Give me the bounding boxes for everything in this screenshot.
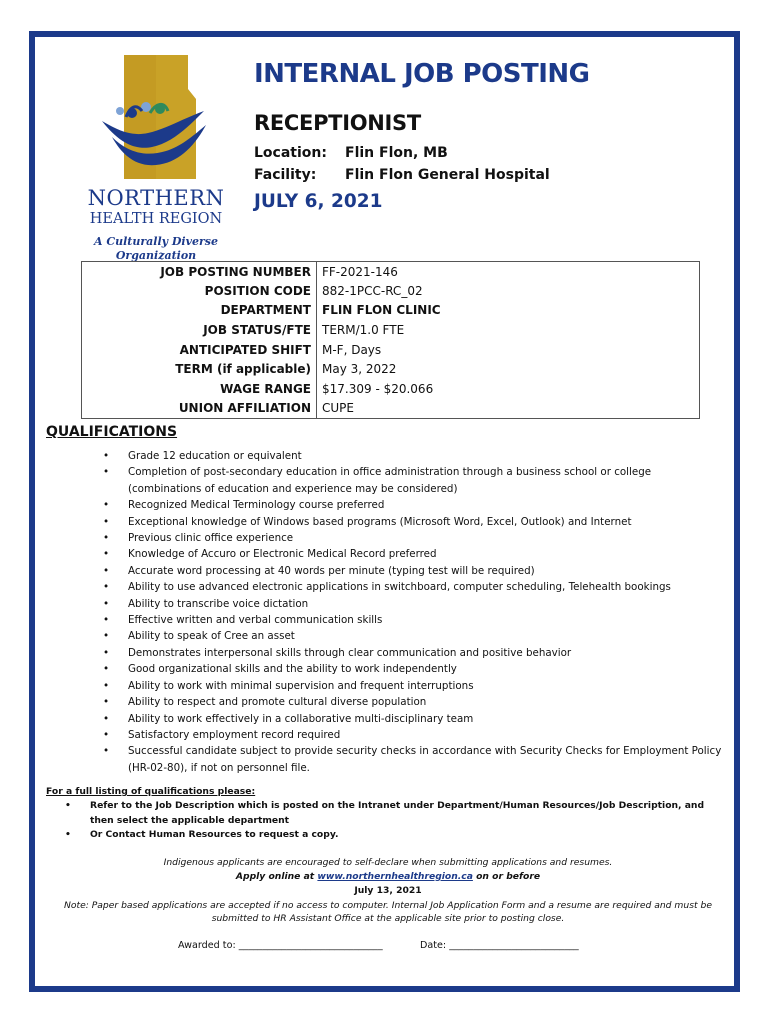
list-item: • Ability to speak of Cree an asset [103,628,723,644]
row-label: JOB STATUS/FTE [82,320,317,340]
apply-suffix: on or before [472,871,541,882]
facility-value: Flin Flon General Hospital [345,167,550,183]
page-title: INTERNAL JOB POSTING [254,59,590,89]
job-info-table [81,261,700,419]
list-item: • Ability to use advanced electronic applications in switchboard, computer scheduling, Telehealth bookings [103,579,723,595]
table-row [82,399,700,419]
row-value: $17.309 - $20.066 [322,381,434,396]
document-frame [29,31,740,992]
org-logo [76,51,236,261]
org-tagline-line1: A Culturally Diverse [94,235,218,248]
location-value: Flin Flon, MB [345,145,448,161]
row-label: DEPARTMENT [82,301,317,321]
list-item: • Completion of post-secondary education in office administration through a business school or college (combinations of education and experience may be considered) [103,464,723,497]
deadline-date: July 13, 2021 [354,885,422,896]
paper-application-note: Note: Paper based applications are accepted if no access to computer. Internal Job Application Form and a resume are required and must be submitted to HR Assistant Office at the applicable site prior to posting close. [63,900,713,924]
list-item: • Previous clinic office experience [103,530,723,546]
list-item: • Satisfactory employment record required [103,727,723,743]
row-value: FLIN FLON CLINIC [322,303,441,318]
table-row [82,379,700,399]
list-item: • Exceptional knowledge of Windows based programs (Microsoft Word, Excel, Outlook) and Internet [103,514,723,530]
table-row [82,281,700,301]
row-value: FF-2021-146 [322,264,398,279]
row-value: M-F, Days [322,342,382,357]
row-value: May 3, 2022 [322,362,397,377]
org-tagline [76,235,236,263]
row-value: 882-1PCC-RC_02 [322,283,423,298]
list-item: • Accurate word processing at 40 words per minute (typing test will be required) [103,563,723,579]
row-label: ANTICIPATED SHIFT [82,340,317,360]
table-row [82,359,700,379]
location-label: Location: [254,145,327,161]
row-label: TERM (if applicable) [82,359,317,379]
list-item: • Demonstrates interpersonal skills through clear communication and positive behavior [103,645,723,661]
row-value: TERM/1.0 FTE [322,323,405,338]
posting-date: JULY 6, 2021 [254,191,383,212]
org-tagline-line2: Organization [115,249,197,262]
qualifications-list [103,448,723,776]
full-listing-heading: For a full listing of qualifications please: [46,786,256,797]
org-name [76,186,236,228]
row-label: JOB POSTING NUMBER [82,262,317,282]
facility-label: Facility: [254,167,317,183]
row-label: WAGE RANGE [82,379,317,399]
manitoba-emblem-icon [96,51,216,183]
org-name-line2: HEALTH REGION [89,211,223,227]
list-item: • Successful candidate subject to provide security checks in accordance with Security Checks for Employment Policy (HR-02-80), if not on personnel file. [103,743,723,776]
qualifications-heading: QUALIFICATIONS [46,424,178,440]
apply-prefix: Apply online at [235,871,318,882]
row-value: CUPE [322,401,354,416]
list-item: • Or Contact Human Resources to request a copy. [65,828,730,843]
list-item: • Ability to work effectively in a collaborative multi-disciplinary team [103,711,723,727]
list-item: • Refer to the Job Description which is posted on the Intranet under Department/Human Resources/Job Description, and then select the applicable department [65,799,730,828]
website-link[interactable]: www.northernhealthregion.ca [317,871,473,882]
org-name-line1: NORTHERN [87,186,225,210]
indigenous-note: Indigenous applicants are encouraged to self-declare when submitting applications and resumes. [163,857,613,868]
list-item: • Grade 12 education or equivalent [103,448,723,464]
list-item: • Ability to work with minimal supervision and frequent interruptions [103,678,723,694]
list-item: • Effective written and verbal communication skills [103,612,723,628]
apply-online-line [43,871,733,882]
list-item: • Ability to respect and promote cultural diverse population [103,694,723,710]
table-row [82,320,700,340]
list-item: • Ability to transcribe voice dictation [103,596,723,612]
full-listing-list [65,799,730,843]
row-label: POSITION CODE [82,281,317,301]
list-item: • Good organizational skills and the ability to work independently [103,661,723,677]
table-row [82,301,700,321]
position-title: RECEPTIONIST [254,111,421,135]
row-label: UNION AFFILIATION [82,399,317,419]
table-row [82,340,700,360]
list-item: • Recognized Medical Terminology course preferred [103,497,723,513]
list-item: • Knowledge of Accuro or Electronic Medical Record preferred [103,546,723,562]
table-row [82,262,700,282]
awarded-to-line: Awarded to: ______________________________ [178,940,383,951]
date-line: Date: ___________________________ [420,940,579,951]
